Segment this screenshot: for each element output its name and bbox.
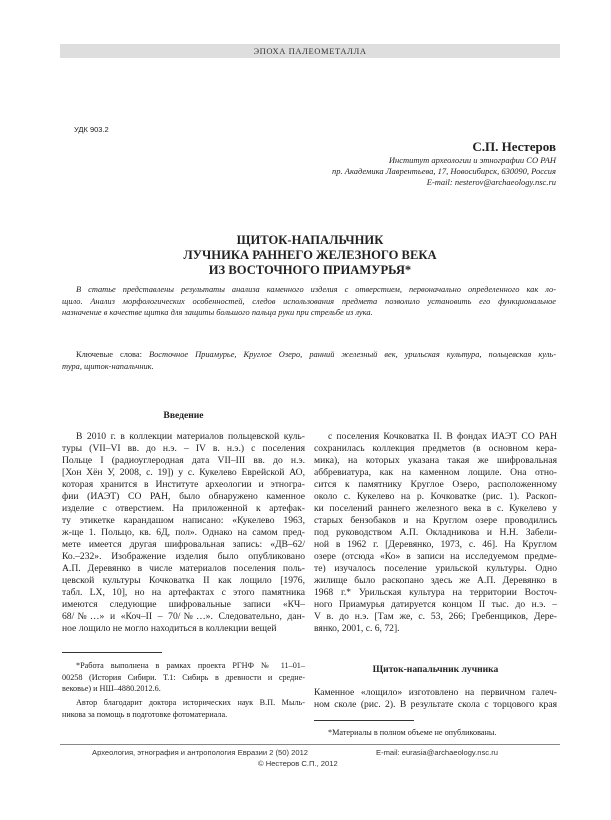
keywords-label: Ключевые слова:	[76, 350, 149, 359]
section-header-band	[60, 44, 560, 58]
author-email: E-mail: nesterov@archaeology.nsc.ru	[426, 177, 556, 187]
author-name: С.П. Нестеров	[472, 139, 556, 154]
intro-col1	[62, 431, 305, 635]
text-line: V в. до н.э. [Там же, с. 53, 266; Гребенщиков, Дере-	[314, 611, 557, 622]
text-line: Польце I (радиоуглеродная дата VII–III вв. до н.э.	[62, 455, 305, 466]
intro-col2	[314, 431, 557, 635]
text-line: изделие с отверстием. На приложенной к артефак-	[62, 503, 305, 514]
text-line: аббревиатура, как на каменном лощиле. Она отно-	[314, 467, 557, 478]
text-line: табл. LX, 10], но на артефактах с этого памятника	[62, 587, 305, 598]
text-line: около с. Кукелево на р. Кочковатке (рис. 1). Раскоп-	[314, 491, 557, 502]
abstract-line: назначение в качестве щитка для защиты большого пальца руки при стрельбе из лука.	[62, 308, 373, 317]
text-line: ки поселений раннего железного века в с. Кукелево у	[314, 503, 557, 514]
author-institute: Институт археологии и этнографии СО РАН	[388, 155, 556, 165]
footnote-funding	[62, 660, 305, 695]
abstract-line: В статье представлены результаты анализа каменного изделия с отверстием, первоначально определенного как ло-	[76, 285, 556, 294]
text-line: ной в 1962 г. [Деревянко, 1973, с. 46]. На Круглом	[314, 539, 557, 550]
text-line: Автор благодарит доктора исторических наук В.П. Мыль-	[76, 698, 305, 707]
article-title-line: ЛУЧНИКА РАННЕГО ЖЕЛЕЗНОГО ВЕКА	[183, 248, 437, 262]
footnote-divider	[62, 652, 162, 653]
text-line: мика), на которых указана такая же шифровальная	[314, 455, 557, 466]
intro-heading: Введение	[163, 410, 204, 421]
text-line: имеются следующие шифровальные записи «КЧ–	[62, 599, 305, 610]
text-line: ж-ще 1. Польцо, кв. 6Д, пол». Однако на самом пред-	[62, 527, 305, 538]
section-heading-archer-guard: Щиток-напальчник лучника	[372, 664, 499, 675]
journal-email: E-mail: eurasia@archaeology.nsc.ru	[376, 748, 498, 757]
keywords-text: Восточное Приамурье, Круглое Озеро, ранний железный век, урильская культура, польцевская куль-	[149, 350, 556, 359]
text-line: туры (VII–VI вв. до н.э. – IV в. н.э.) с поселения	[62, 443, 305, 454]
copyright: © Нестеров С.П., 2012	[258, 759, 338, 768]
article-title-line: ЩИТОК-НАПАЛЬЧНИК	[236, 233, 384, 247]
text-line: озере (отсюда «Ко» в записи на исследуемом предме-	[314, 551, 557, 562]
text-line: которая хранится в Институте археологии и этногра-	[62, 479, 305, 490]
text-line: сится к памятнику Круглое Озеро, расположенному	[314, 479, 557, 490]
text-line: В 2010 г. в коллекции материалов польцевской куль-	[76, 431, 305, 442]
text-line: [Хон Хён У, 2008, с. 19]) у с. Кукелево Еврейской АО,	[62, 467, 305, 478]
text-line: А.П. Деревянко в числе материалов поселения поль-	[62, 563, 305, 574]
text-line: ное лощило не могло находиться в коллекции вещей	[62, 623, 277, 634]
text-line: Ко.–232». Изображение изделия было опубликовано	[62, 551, 305, 562]
journal-citation: Археология, этнография и антропология Евразии 2 (50) 2012	[92, 748, 309, 757]
text-line: 68/№…» и «Коч–II – 70/№…». Следовательно, дан-	[62, 611, 305, 622]
section2-text	[314, 687, 557, 711]
footnote-acknowledgement	[62, 697, 305, 720]
footnote-materials: *Материалы в полном объеме не опубликованы.	[328, 728, 497, 737]
udk-code: УДК 903.2	[74, 125, 109, 134]
text-line: 00258 (История Сибири. Т.1: Сибирь в древности и средне-	[62, 672, 305, 682]
text-line: вековье) и НШ–4880.2012.6.	[62, 684, 161, 693]
text-line: старых бензобаков и на Круглом озере проводились	[314, 515, 557, 526]
text-line: ного Приамурья датируется концом II тыс. до н.э. –	[314, 599, 557, 610]
abstract-line: щило. Анализ морфологических особенностей, следов использования предмета позволило установить его функциональное	[62, 296, 556, 306]
section-title: ЭПОХА ПАЛЕОМЕТАЛЛА	[253, 46, 367, 56]
text-line: 1968 г.* Урильская культура на территории Восточ-	[314, 587, 557, 598]
text-line: вянко, 2001, с. 6, 72].	[314, 623, 400, 634]
keywords	[62, 349, 556, 372]
footer-divider	[60, 744, 560, 745]
keywords-text: тура, щиток-напальчник.	[62, 361, 154, 371]
text-line: те) изучалось поселение урильской культуры. Одно	[314, 563, 557, 574]
text-line: с поселения Кочковатка II. В фондах ИАЭТ СО РАН	[328, 431, 557, 442]
author-address: пр. Академика Лаврентьева, 17, Новосибирск, 630090, Россия	[332, 166, 556, 176]
text-line: *Работа выполнена в рамках проекта РГНФ № 11–01–	[76, 661, 305, 670]
text-line: ном сколе (рис. 2). В результате скола с торцового края	[314, 699, 557, 710]
text-line: ту этикетке карандашом написано: «Кукелево 1963,	[62, 515, 305, 526]
footnote-divider	[314, 720, 414, 721]
abstract	[62, 284, 556, 319]
text-line: цевской культуры Кочковатка II как лощило [1976,	[62, 575, 305, 586]
text-line: жилище было раскопано здесь же А.П. Деревянко в	[314, 575, 557, 586]
text-line: под руководством А.П. Окладникова и Н.Н. Забели-	[314, 527, 557, 538]
text-line: Каменное «лощило» изготовлено на первичном галеч-	[314, 687, 557, 698]
text-line: сохранилась коллекция предметов (в основном кера-	[314, 443, 557, 454]
text-line: никова за помощь в подготовке фотоматериала.	[62, 709, 228, 719]
text-line: мете имеется другая шифровальная запись: «ДВ–62/	[62, 539, 305, 550]
text-line: фии (ИАЭТ) СО РАН, было обнаружено каменное	[62, 491, 305, 502]
article-title-line: ИЗ ВОСТОЧНОГО ПРИАМУРЬЯ*	[208, 263, 412, 277]
